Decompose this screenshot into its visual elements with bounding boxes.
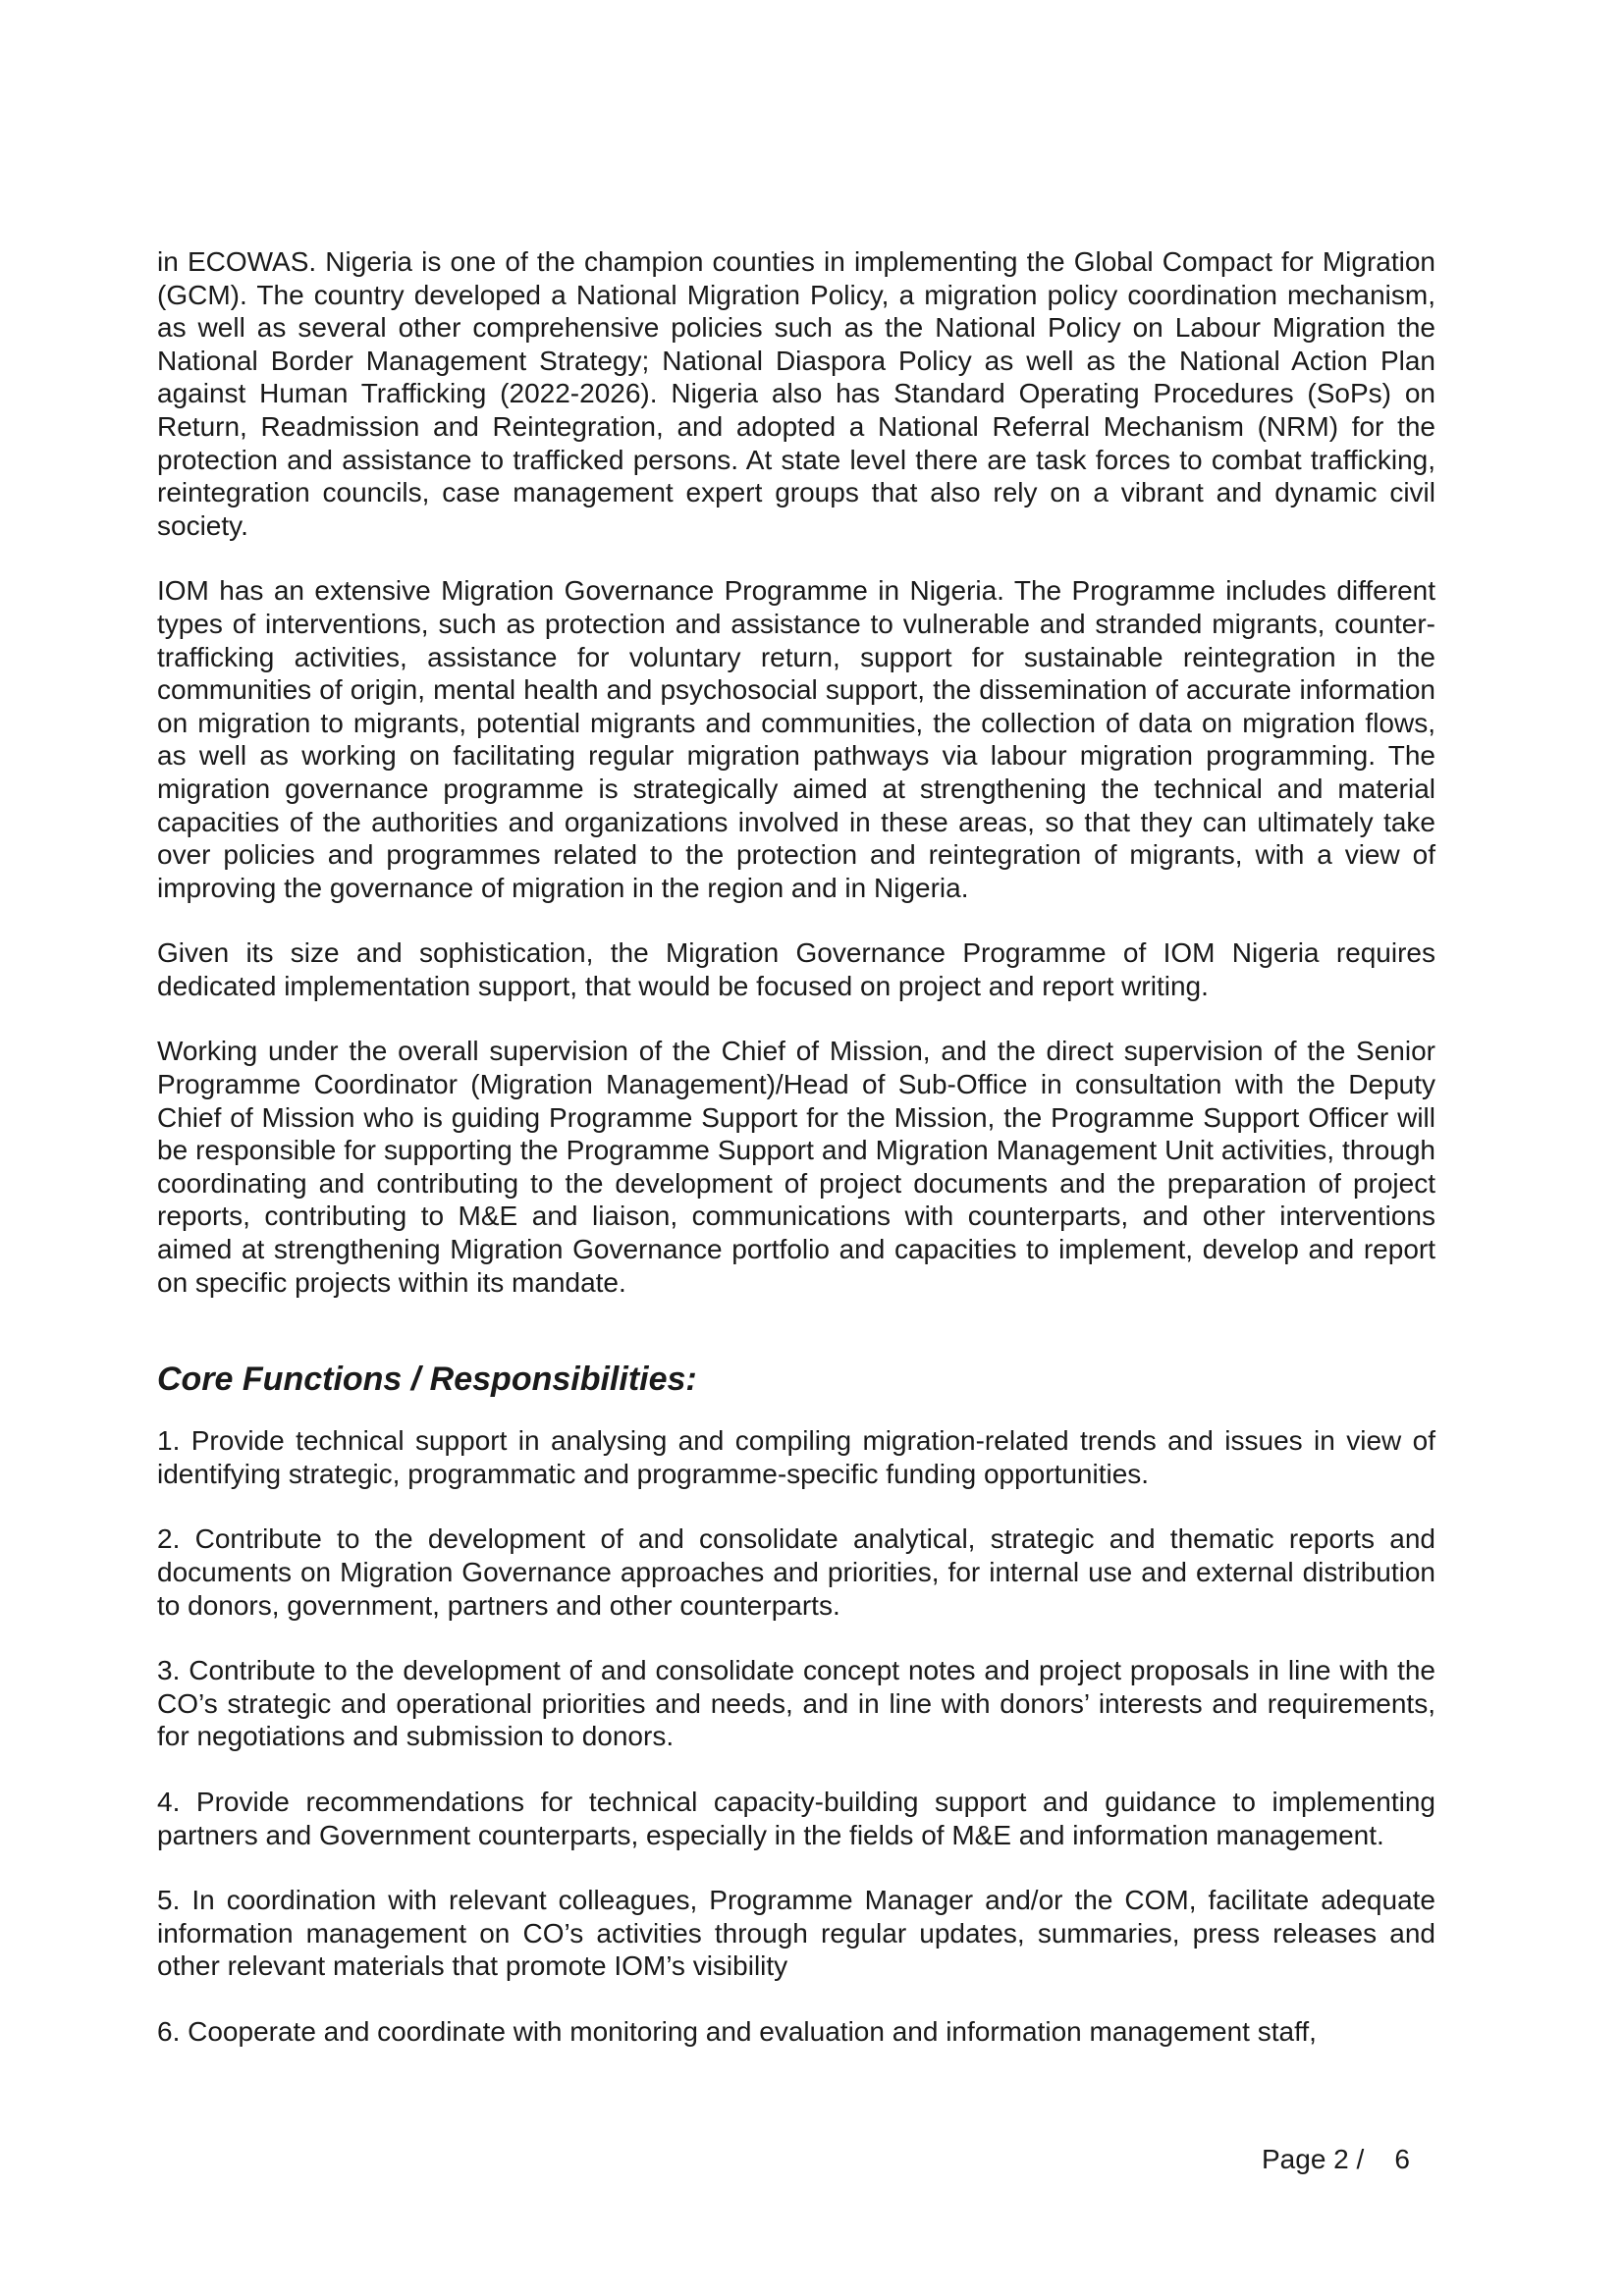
page-number-footer: Page 2 / 6	[1262, 2144, 1410, 2174]
document-page	[157, 245, 1435, 2081]
responsibility-item-2: 2. Contribute to the development of and consolidate analytical, strategic and thematic reports and documents on Migration Governance approaches and priorities, for internal use and external distribution to donors, government, partners and other counterparts.	[157, 1523, 1435, 1621]
responsibility-item-1: 1. Provide technical support in analysing and compiling migration-related trends and issues in view of identifying strategic, programmatic and programme-specific funding opportunities.	[157, 1425, 1435, 1489]
intro-paragraph-size: Given its size and sophistication, the Migration Governance Programme of IOM Nigeria requires dedicated implementation support, that would be focused on project and report writing.	[157, 937, 1435, 1001]
intro-paragraph-ecowas: in ECOWAS. Nigeria is one of the champion counties in implementing the Global Compact for Migration (GCM). The country developed a National Migration Policy, a migration policy coordination mechanism, as well as several other comprehensive policies such as the National Policy on Labour Migration the National Border Management Strategy; National Diaspora Policy as well as the National Action Plan against Human Trafficking (2022-2026). Nigeria also has Standard Operating Procedures (SoPs) on Return, Readmission and Reintegration, and adopted a National Referral Mechanism (NRM) for the protection and assistance to trafficked persons. At state level there are task forces to combat trafficking, reintegration councils, case management expert groups that also rely on a vibrant and dynamic civil society.	[157, 246, 1435, 541]
responsibility-item-3: 3. Contribute to the development of and consolidate concept notes and project proposals in line with the CO’s strategic and operational priorities and needs, and in line with donors’ interests and requirements, for negotiations and submission to donors.	[157, 1655, 1435, 1752]
responsibility-item-4: 4. Provide recommendations for technical capacity-building support and guidance to implementing partners and Government counterparts, especially in the fields of M&E and information management.	[157, 1786, 1435, 1850]
intro-paragraph-programme: IOM has an extensive Migration Governance Programme in Nigeria. The Programme includes different types of interventions, such as protection and assistance to vulnerable and stranded migrants, counter-trafficking activities, assistance for voluntary return, support for sustainable reintegration in the communities of origin, mental health and psychosocial support, the dissemination of accurate information on migration to migrants, potential migrants and communities, the collection of data on migration flows, as well as working on facilitating regular migration pathways via labour migration programming. The migration governance programme is strategically aimed at strengthening the technical and material capacities of the authorities and organizations involved in these areas, so that they can ultimately take over policies and programmes related to the protection and reintegration of migrants, with a view of improving the governance of migration in the region and in Nigeria.	[157, 575, 1435, 903]
responsibility-item-6: 6. Cooperate and coordinate with monitoring and evaluation and information management staff,	[157, 2015, 1317, 2047]
intro-paragraph-supervision: Working under the overall supervision of the Chief of Mission, and the direct supervision of the Senior Programme Coordinator (Migration Management)/Head of Sub-Office in consultation with the Deputy Chief of Mission who is guiding Programme Support for the Mission, the Programme Support Officer will be responsible for supporting the Programme Support and Migration Management Unit activities, through coordinating and contributing to the development of project documents and the preparation of project reports, contributing to M&E and liaison, communications with counterparts, and other interventions aimed at strengthening Migration Governance portfolio and capacities to implement, develop and report on specific projects within its mandate.	[157, 1036, 1435, 1298]
section-heading-core-functions: Core Functions / Responsibilities:	[157, 1361, 697, 1399]
responsibility-item-5: 5. In coordination with relevant colleagues, Programme Manager and/or the COM, facilitate adequate information management on CO’s activities through regular updates, summaries, press releases and other relevant materials that promote IOM’s visibility	[157, 1885, 1435, 1982]
